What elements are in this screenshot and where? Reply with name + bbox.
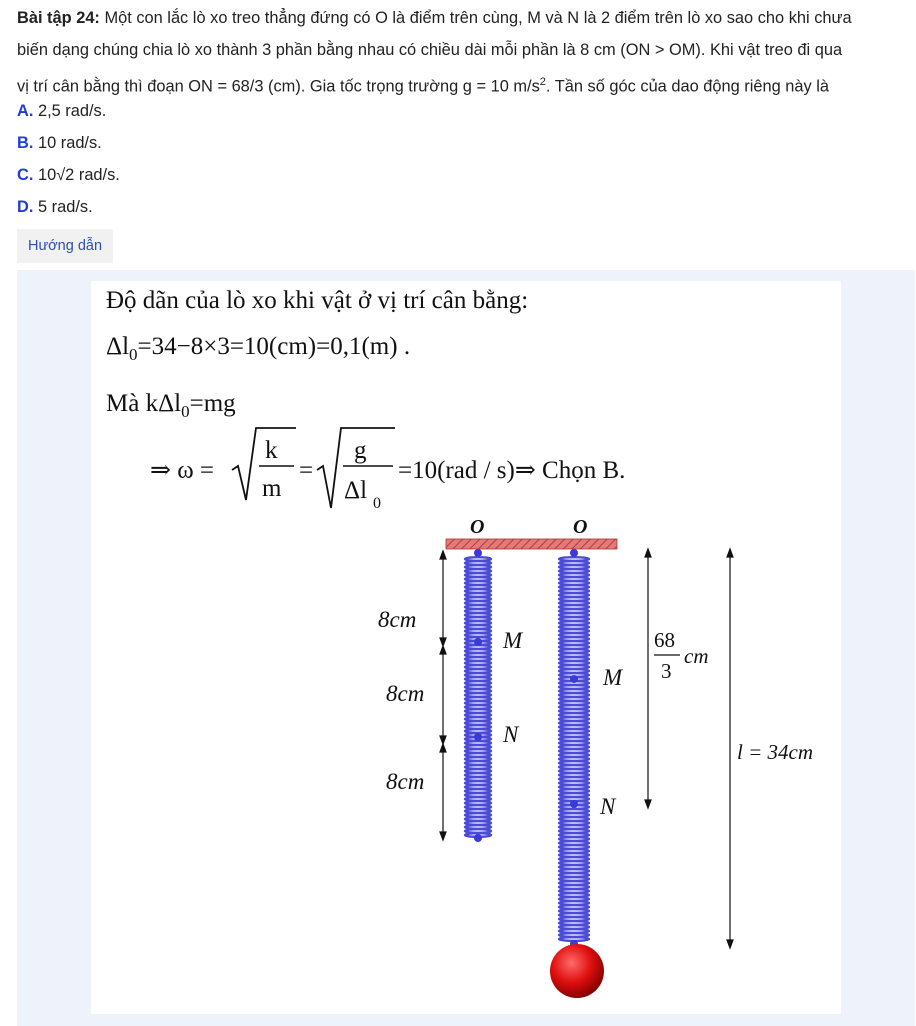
question-line-1: Bài tập 24: Một con lắc lò xo treo thẳng đứng có O là điểm trên cùng, M và N là 2 điểm trên lò xo sao cho khi chưa <box>17 9 852 27</box>
question-line-3: vị trí cân bằng thì đoạn ON = 68/3 (cm). Gia tốc trọng trường g = 10 $m/s^2$. Tần số góc của dao động riêng này là <box>17 76 830 96</box>
question-line-2: biến dạng chúng chia lò xo thành 3 phần bằng nhau có chiều dài mỗi phần là 8 cm (ON > OM). Khi vật treo đi qua <box>17 41 843 59</box>
label-seg3: 8cm <box>386 769 425 794</box>
frac-unit: cm <box>684 644 709 668</box>
question-text <box>17 2 909 102</box>
svg-text:m: m <box>262 475 282 502</box>
option-c[interactable]: C. 10√2 rad/s. <box>17 166 120 184</box>
label-o-right: O <box>573 516 588 538</box>
option-b[interactable]: B. 10 rad/s. <box>17 134 102 152</box>
label-seg2: 8cm <box>386 681 425 706</box>
length-label: l = 34cm <box>737 740 813 764</box>
label-o-left: O <box>470 516 485 538</box>
svg-text:=10(rad / s)⇒ Chọn B.: =10(rad / s)⇒ Chọn B. <box>398 457 626 484</box>
question-label: Bài tập 24: <box>17 9 100 27</box>
label-n-right: N <box>600 794 616 819</box>
svg-text:⇒ ω =: ⇒ ω = <box>150 457 215 484</box>
frac-denominator: 3 <box>661 659 672 683</box>
label-m-right: M <box>603 665 623 690</box>
svg-text:Δl: Δl <box>344 477 368 504</box>
equation-force-balance: Mà kΔl$_0$=mg <box>106 390 236 421</box>
option-a[interactable]: A. 2,5 rad/s. <box>17 102 107 120</box>
svg-text:0: 0 <box>373 495 381 512</box>
guide-button[interactable]: Hướng dẫn <box>17 229 113 263</box>
label-seg1: 8cm <box>378 607 417 632</box>
svg-text:=: = <box>299 457 314 484</box>
equation-extension: $\Delta l_0=34-8\times 3=10(cm)=0,1(m)$ . <box>106 333 411 364</box>
solution-heading: Độ dãn của lò xo khi vật ở vị trí cân bằng: <box>106 287 529 314</box>
svg-text:g: g <box>354 437 367 464</box>
frac-numerator: 68 <box>654 628 675 652</box>
label-m-left: M <box>503 628 523 653</box>
option-d[interactable]: D. 5 rad/s. <box>17 198 93 216</box>
svg-text:k: k <box>265 437 278 464</box>
label-n-left: N <box>503 722 519 747</box>
